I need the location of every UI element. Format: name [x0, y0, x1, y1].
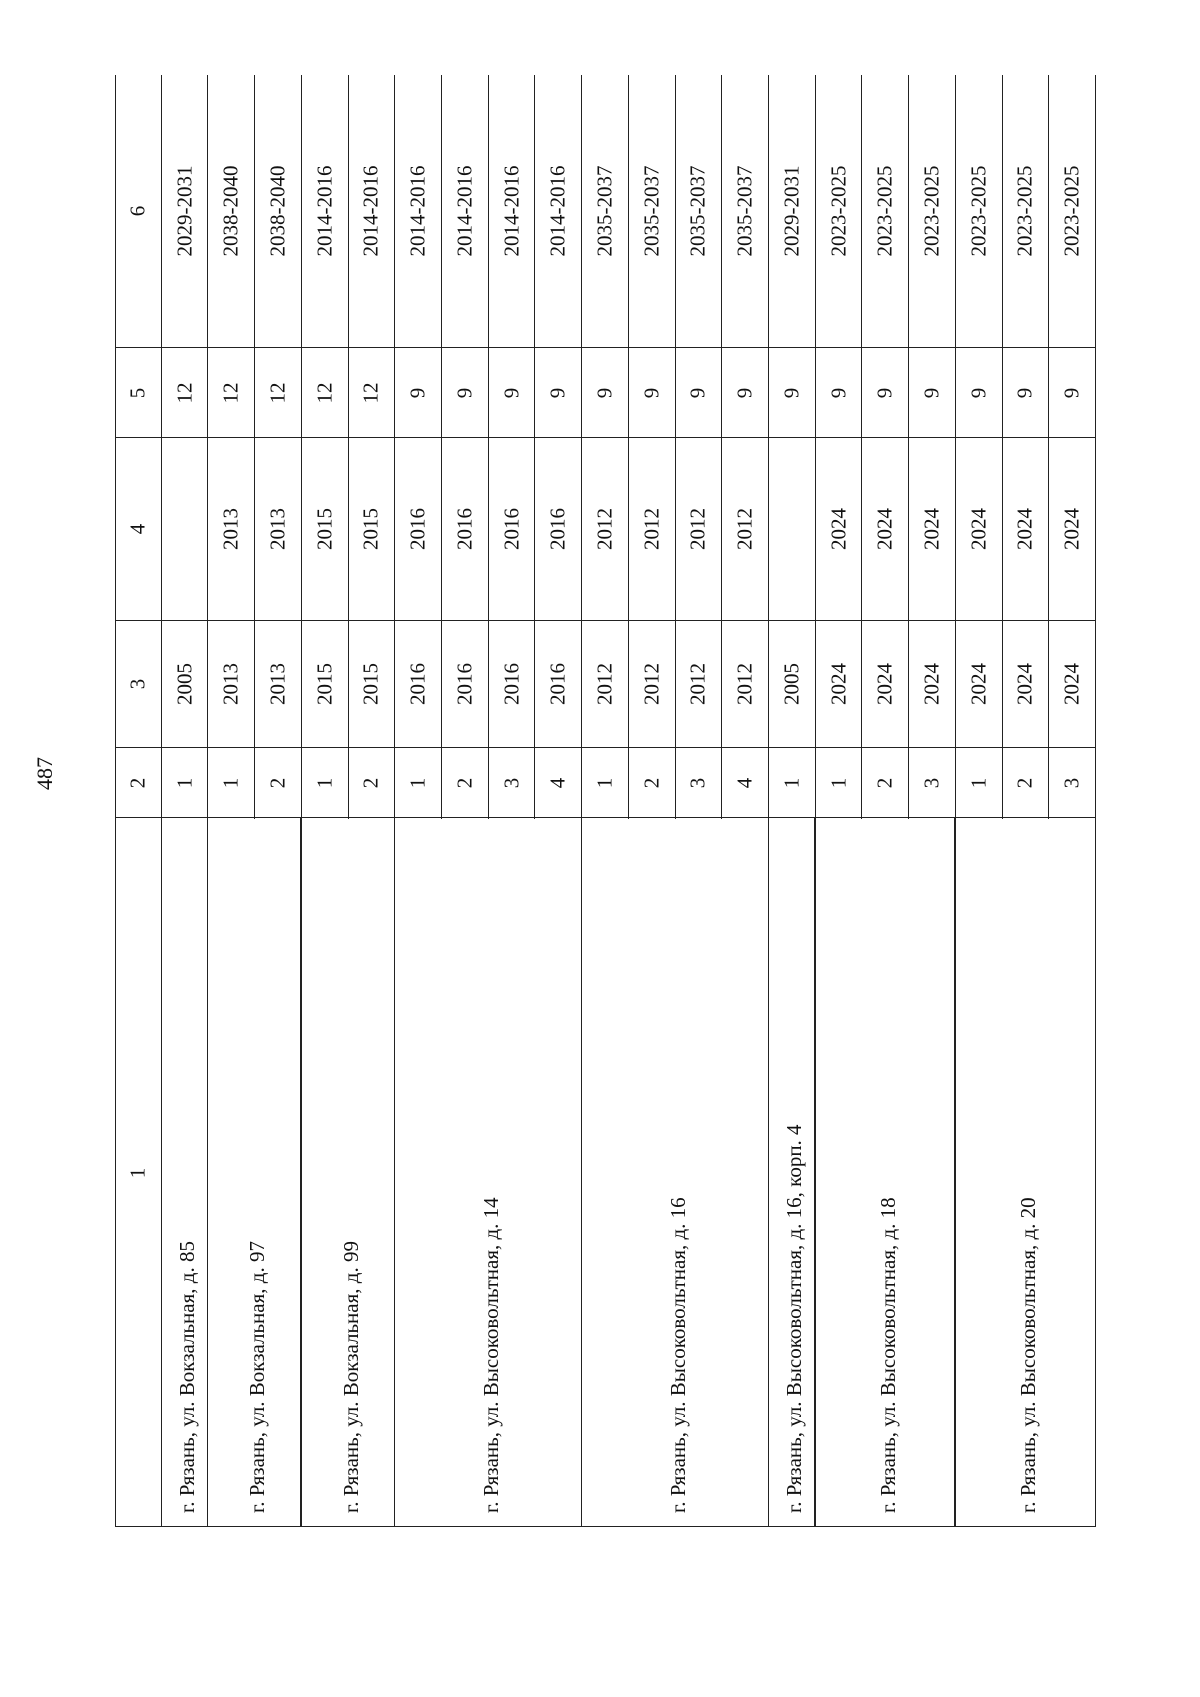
cell-value: 2029-2031 [172, 165, 197, 257]
cell-col-5 [909, 347, 955, 437]
header-label: 6 [125, 205, 150, 217]
cell-col-2 [162, 747, 208, 817]
address-text: г. Рязань, ул. Высоковольтная, д. 20 [1015, 1197, 1040, 1513]
cell-col-2 [1049, 747, 1095, 817]
cell-col-6 [722, 75, 768, 347]
cell-col-3 [208, 620, 254, 747]
cell-value: 2023-2025 [1059, 165, 1084, 257]
group-divider [394, 817, 396, 1527]
cell-col-3 [956, 620, 1002, 747]
header-col-2 [116, 747, 161, 817]
cell-col-2 [208, 747, 254, 817]
cell-col-5 [208, 347, 254, 437]
cell-col-4 [349, 437, 395, 620]
cell-value: 2013 [265, 508, 290, 550]
cell-col-6 [676, 75, 722, 347]
cell-value: 2 [265, 777, 290, 788]
address-cell [958, 819, 1095, 1528]
cell-col-3 [395, 620, 441, 747]
cell-value: 9 [685, 387, 710, 398]
cell-col-5 [956, 347, 1002, 437]
header-label: 4 [125, 523, 150, 535]
cell-col-4 [255, 437, 301, 620]
cell-col-5 [395, 347, 441, 437]
cell-col-5 [162, 347, 208, 437]
cell-value: 2012 [685, 663, 710, 705]
cell-value: 2024 [826, 508, 851, 550]
cell-col-5 [255, 347, 301, 437]
address-cell [771, 819, 814, 1528]
cell-col-4 [722, 437, 768, 620]
cell-value: 1 [592, 777, 617, 788]
cell-value: 2038-2040 [265, 165, 290, 257]
cell-value: 4 [545, 777, 570, 788]
cell-value: 1 [826, 777, 851, 788]
cell-col-3 [769, 620, 815, 747]
cell-value: 9 [545, 387, 570, 398]
cell-value: 2024 [1059, 663, 1084, 705]
cell-col-5 [862, 347, 908, 437]
cell-value: 2024 [1059, 508, 1084, 550]
address-cell [584, 819, 767, 1528]
cell-col-4 [489, 437, 535, 620]
cell-col-2 [722, 747, 768, 817]
data-table [115, 75, 1096, 1527]
group-divider [300, 817, 302, 1527]
cell-value: 2014-2016 [452, 165, 477, 257]
cell-col-4 [816, 437, 862, 620]
cell-col-4 [1003, 437, 1049, 620]
cell-value: 2 [872, 777, 897, 788]
cell-value: 2015 [312, 663, 337, 705]
cell-col-4 [162, 437, 208, 620]
cell-value: 12 [312, 382, 337, 403]
cell-value: 3 [1059, 777, 1084, 788]
cell-value: 3 [685, 777, 710, 788]
cell-value: 9 [966, 387, 991, 398]
cell-col-6 [395, 75, 441, 347]
cell-col-6 [208, 75, 254, 347]
cell-col-5 [629, 347, 675, 437]
cell-col-3 [862, 620, 908, 747]
cell-col-3 [1049, 620, 1095, 747]
cell-value: 2016 [405, 508, 430, 550]
cell-value: 2016 [405, 663, 430, 705]
cell-value: 12 [218, 382, 243, 403]
cell-value: 2023-2025 [966, 165, 991, 257]
address-cell [164, 819, 207, 1528]
cell-value: 2035-2037 [685, 165, 710, 257]
cell-value: 2012 [685, 508, 710, 550]
cell-col-6 [769, 75, 815, 347]
cell-value: 2016 [499, 663, 524, 705]
cell-col-6 [255, 75, 301, 347]
cell-value: 2012 [592, 508, 617, 550]
cell-value: 9 [592, 387, 617, 398]
cell-value: 9 [872, 387, 897, 398]
cell-col-6 [489, 75, 535, 347]
cell-col-5 [535, 347, 581, 437]
cell-col-4 [629, 437, 675, 620]
cell-value: 2012 [639, 508, 664, 550]
cell-value: 2015 [312, 508, 337, 550]
cell-value: 2016 [452, 508, 477, 550]
cell-col-6 [302, 75, 348, 347]
cell-value: 1 [779, 777, 804, 788]
cell-col-4 [302, 437, 348, 620]
cell-col-6 [349, 75, 395, 347]
cell-value: 4 [732, 777, 757, 788]
header-label: 3 [125, 678, 150, 690]
cell-col-6 [582, 75, 628, 347]
cell-value: 12 [172, 382, 197, 403]
header-col-6 [116, 75, 161, 347]
cell-col-2 [582, 747, 628, 817]
cell-col-5 [442, 347, 488, 437]
group-divider [954, 817, 956, 1527]
group-divider [814, 817, 816, 1527]
cell-col-6 [535, 75, 581, 347]
cell-value: 2024 [966, 663, 991, 705]
cell-value: 2024 [1012, 663, 1037, 705]
cell-value: 12 [358, 382, 383, 403]
cell-col-6 [956, 75, 1002, 347]
cell-col-3 [676, 620, 722, 747]
cell-col-5 [769, 347, 815, 437]
address-text: г. Рязань, ул. Вокзальная, д. 99 [338, 1241, 363, 1513]
group-divider [768, 817, 770, 1527]
cell-value: 2014-2016 [499, 165, 524, 257]
cell-value: 9 [779, 387, 804, 398]
cell-value: 2016 [499, 508, 524, 550]
cell-value: 2023-2025 [919, 165, 944, 257]
cell-value: 2024 [872, 508, 897, 550]
cell-col-2 [816, 747, 862, 817]
cell-value: 2 [452, 777, 477, 788]
cell-col-4 [676, 437, 722, 620]
header-label: 2 [125, 777, 150, 788]
cell-value: 2024 [919, 663, 944, 705]
cell-value: 1 [405, 777, 430, 788]
cell-col-2 [349, 747, 395, 817]
cell-value: 2015 [358, 508, 383, 550]
cell-col-5 [816, 347, 862, 437]
cell-col-2 [255, 747, 301, 817]
cell-value: 2013 [218, 508, 243, 550]
cell-col-3 [349, 620, 395, 747]
address-text: г. Рязань, ул. Высоковольтная, д. 14 [478, 1197, 503, 1513]
cell-col-6 [442, 75, 488, 347]
group-divider [1095, 817, 1097, 1527]
cell-value: 1 [218, 777, 243, 788]
cell-value: 2024 [966, 508, 991, 550]
address-text: г. Рязань, ул. Вокзальная, д. 97 [245, 1241, 270, 1513]
table-border [115, 1526, 1096, 1528]
address-text: г. Рязань, ул. Вокзальная, д. 85 [175, 1241, 200, 1513]
header-col-3 [116, 620, 161, 747]
cell-value: 1 [966, 777, 991, 788]
cell-col-3 [162, 620, 208, 747]
address-text: г. Рязань, ул. Высоковольтная, д. 16, корп. 4 [782, 1124, 807, 1513]
header-col-1 [116, 817, 161, 1527]
cell-col-6 [909, 75, 955, 347]
cell-value: 2035-2037 [639, 165, 664, 257]
cell-value: 2016 [545, 508, 570, 550]
cell-col-3 [302, 620, 348, 747]
group-divider [207, 817, 209, 1527]
address-cell [818, 819, 955, 1528]
cell-col-2 [862, 747, 908, 817]
cell-col-2 [909, 747, 955, 817]
cell-value: 1 [172, 777, 197, 788]
cell-col-4 [535, 437, 581, 620]
cell-col-2 [395, 747, 441, 817]
cell-col-4 [862, 437, 908, 620]
cell-col-4 [442, 437, 488, 620]
address-cell [210, 819, 300, 1528]
cell-col-2 [1003, 747, 1049, 817]
cell-col-2 [769, 747, 815, 817]
cell-value: 2014-2016 [405, 165, 430, 257]
cell-value: 9 [732, 387, 757, 398]
cell-value: 9 [1059, 387, 1084, 398]
header-col-4 [116, 437, 161, 620]
cell-value: 2 [1012, 777, 1037, 788]
cell-col-6 [162, 75, 208, 347]
address-cell [397, 819, 580, 1528]
header-col-5 [116, 347, 161, 437]
cell-col-2 [956, 747, 1002, 817]
cell-value: 9 [452, 387, 477, 398]
cell-value: 2023-2025 [826, 165, 851, 257]
cell-col-2 [489, 747, 535, 817]
cell-value: 9 [405, 387, 430, 398]
cell-value: 2023-2025 [872, 165, 897, 257]
cell-value: 2 [639, 777, 664, 788]
cell-value: 2014-2016 [358, 165, 383, 257]
cell-col-5 [1003, 347, 1049, 437]
cell-value: 2023-2025 [1012, 165, 1037, 257]
cell-value: 2005 [172, 663, 197, 705]
cell-col-4 [208, 437, 254, 620]
cell-value: 9 [639, 387, 664, 398]
cell-value: 2012 [592, 663, 617, 705]
cell-col-2 [302, 747, 348, 817]
cell-col-3 [489, 620, 535, 747]
cell-col-6 [816, 75, 862, 347]
cell-value: 9 [919, 387, 944, 398]
cell-value: 2015 [358, 663, 383, 705]
cell-value: 2035-2037 [732, 165, 757, 257]
cell-value: 9 [826, 387, 851, 398]
cell-col-3 [255, 620, 301, 747]
cell-value: 2 [358, 777, 383, 788]
address-text: г. Рязань, ул. Высоковольтная, д. 18 [875, 1197, 900, 1513]
cell-value: 2038-2040 [218, 165, 243, 257]
cell-value: 2035-2037 [592, 165, 617, 257]
cell-col-3 [722, 620, 768, 747]
cell-col-4 [769, 437, 815, 620]
cell-col-3 [629, 620, 675, 747]
page-number: 487 [32, 757, 57, 790]
cell-value: 3 [919, 777, 944, 788]
cell-value: 2024 [1012, 508, 1037, 550]
cell-col-5 [1049, 347, 1095, 437]
cell-col-2 [442, 747, 488, 817]
cell-value: 9 [1012, 387, 1037, 398]
cell-value: 2014-2016 [312, 165, 337, 257]
cell-col-2 [676, 747, 722, 817]
cell-col-6 [1003, 75, 1049, 347]
cell-col-3 [816, 620, 862, 747]
cell-col-4 [1049, 437, 1095, 620]
cell-col-3 [1003, 620, 1049, 747]
cell-col-5 [722, 347, 768, 437]
cell-col-5 [489, 347, 535, 437]
cell-value: 2012 [639, 663, 664, 705]
cell-col-4 [956, 437, 1002, 620]
cell-col-6 [629, 75, 675, 347]
table-header-row [115, 75, 162, 1527]
cell-value: 12 [265, 382, 290, 403]
cell-value: 2014-2016 [545, 165, 570, 257]
cell-value: 1 [312, 777, 337, 788]
address-cell [304, 819, 394, 1528]
cell-col-4 [582, 437, 628, 620]
cell-value: 2024 [826, 663, 851, 705]
cell-value: 2013 [218, 663, 243, 705]
cell-value: 3 [499, 777, 524, 788]
header-label: 1 [125, 1167, 150, 1178]
cell-value: 2005 [779, 663, 804, 705]
cell-value: 2016 [452, 663, 477, 705]
cell-value: 2029-2031 [779, 165, 804, 257]
cell-col-6 [1049, 75, 1095, 347]
header-label: 5 [125, 387, 150, 398]
cell-col-5 [582, 347, 628, 437]
cell-value: 9 [499, 387, 524, 398]
cell-value: 2012 [732, 508, 757, 550]
cell-col-4 [395, 437, 441, 620]
group-divider [581, 817, 583, 1527]
cell-col-4 [909, 437, 955, 620]
cell-value: 2013 [265, 663, 290, 705]
cell-col-6 [862, 75, 908, 347]
cell-col-2 [535, 747, 581, 817]
cell-col-5 [302, 347, 348, 437]
cell-col-3 [535, 620, 581, 747]
cell-col-3 [442, 620, 488, 747]
cell-value: 2024 [919, 508, 944, 550]
cell-col-3 [582, 620, 628, 747]
cell-value: 2012 [732, 663, 757, 705]
cell-col-5 [349, 347, 395, 437]
cell-value: 2016 [545, 663, 570, 705]
cell-col-5 [676, 347, 722, 437]
cell-col-2 [629, 747, 675, 817]
address-text: г. Рязань, ул. Высоковольтная, д. 16 [665, 1197, 690, 1513]
cell-value: 2024 [872, 663, 897, 705]
cell-col-3 [909, 620, 955, 747]
